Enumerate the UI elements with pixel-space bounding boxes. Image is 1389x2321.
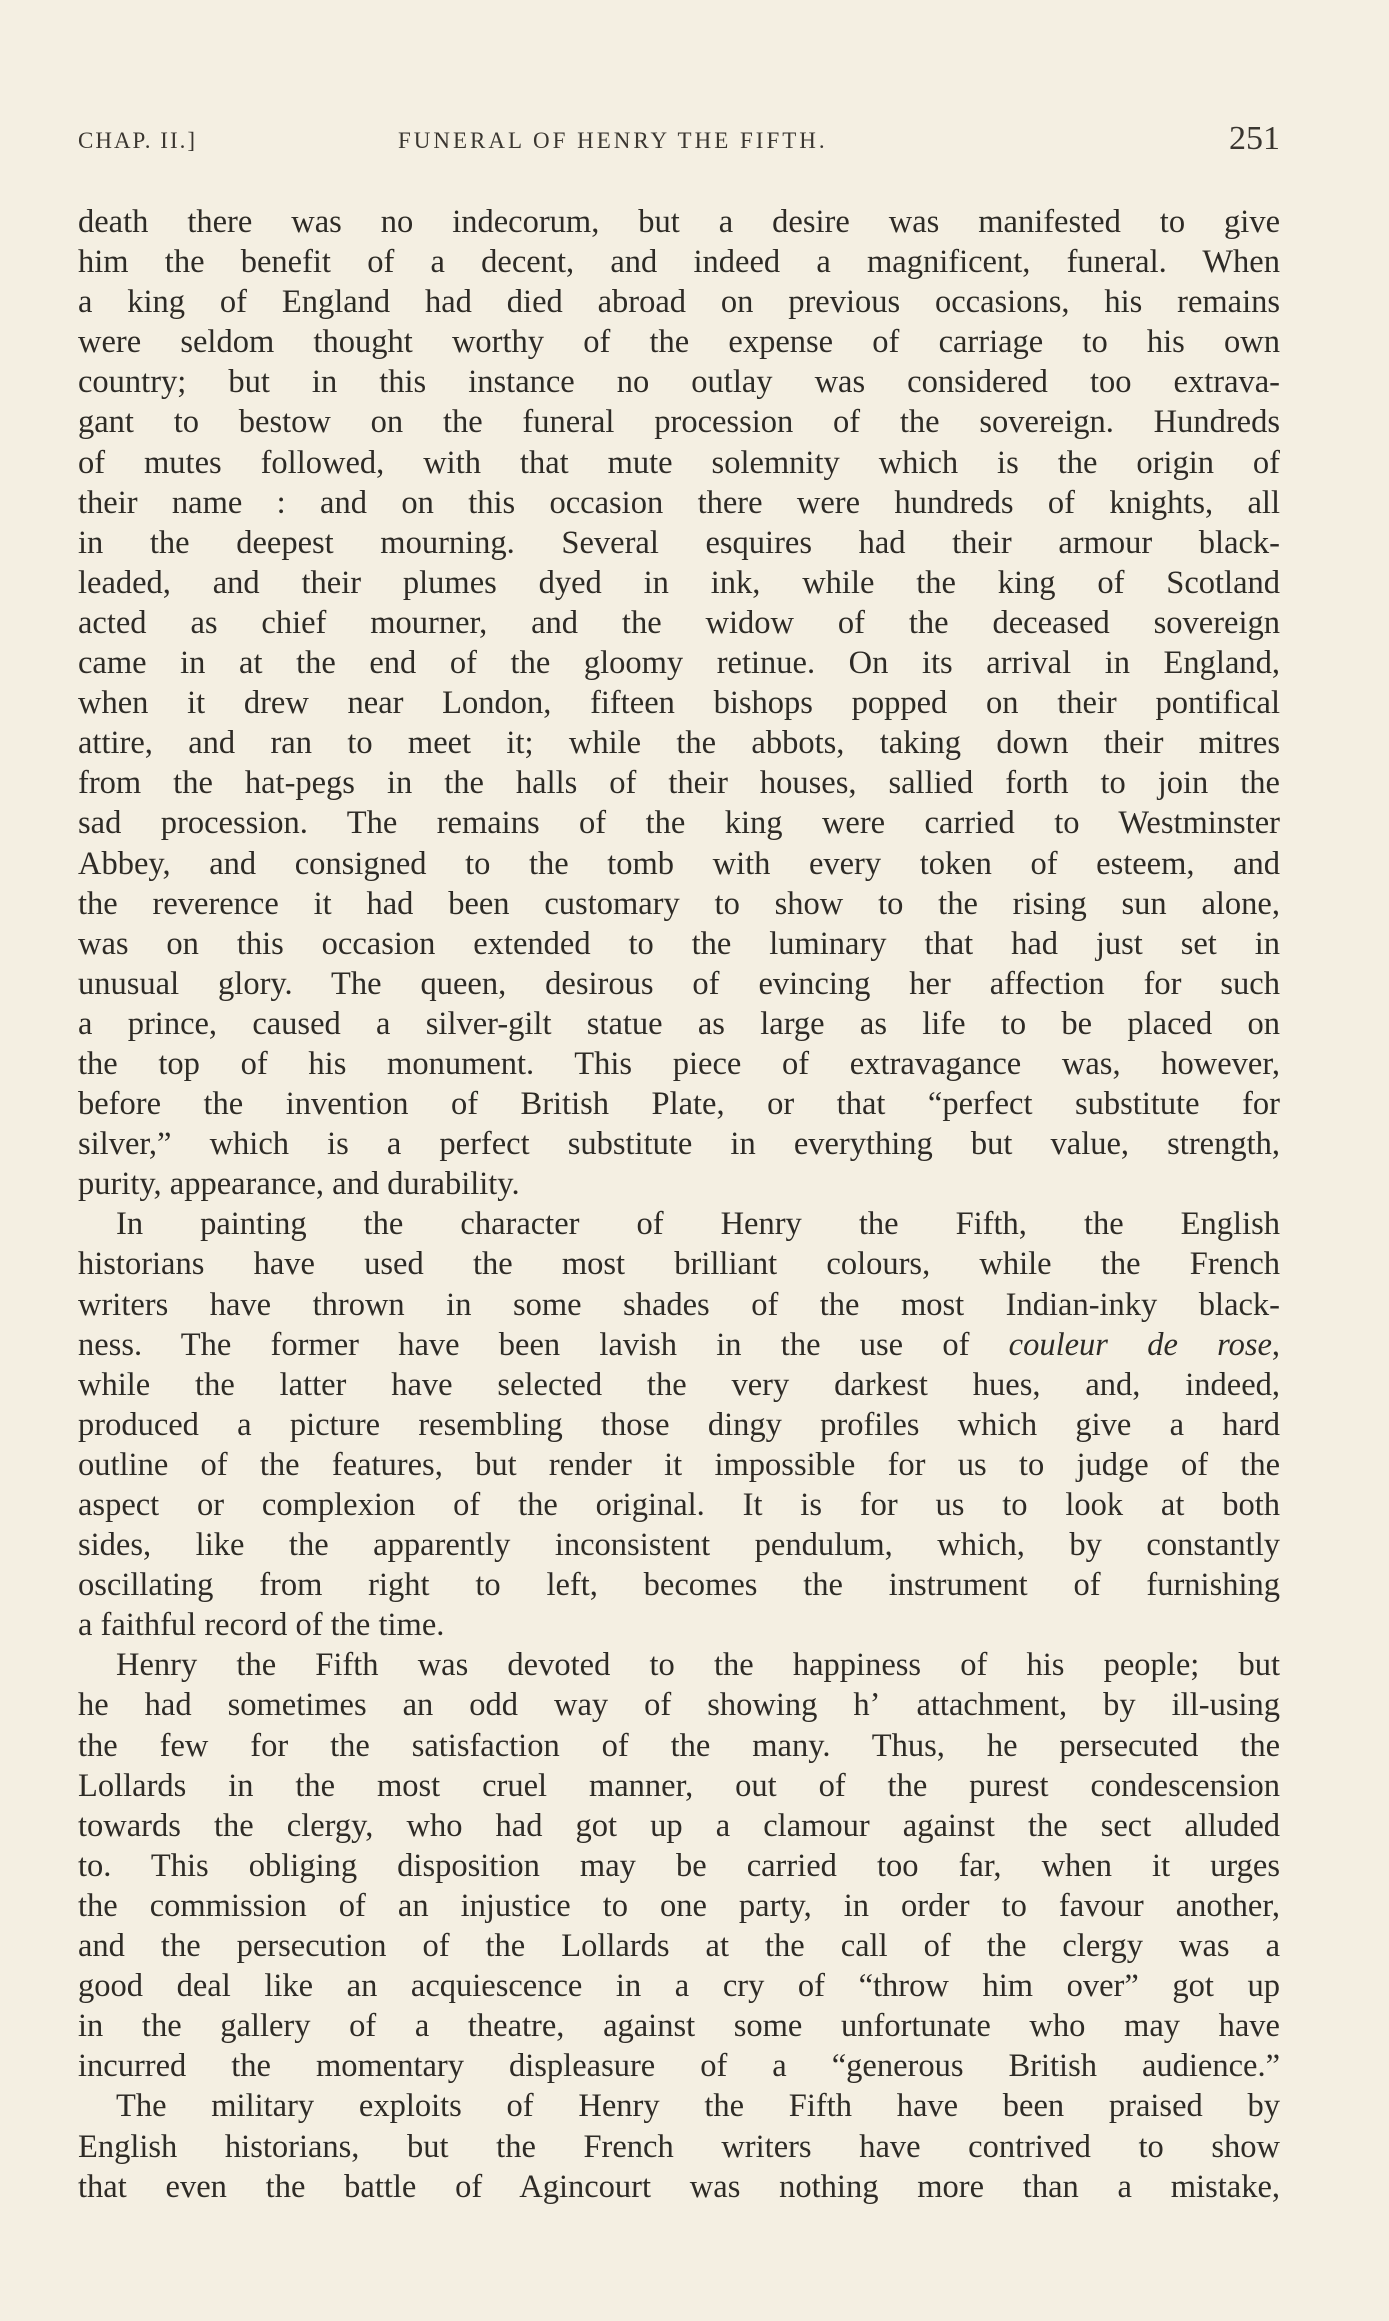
page-number: 251	[1229, 120, 1280, 157]
text-line: towards the clergy, who had got up a clamour against the sect alluded	[78, 1807, 1280, 1844]
text-line: the commission of an injustice to one party, in order to favour another,	[78, 1887, 1280, 1924]
text-line: a prince, caused a silver-gilt statue as large as life to be placed on	[78, 1005, 1280, 1042]
text-line: him the benefit of a decent, and indeed a magnificent, funeral. When	[78, 244, 1280, 281]
text-line: to. This obliging disposition may be carried too far, when it urges	[78, 1847, 1280, 1884]
text-line: came in at the end of the gloomy retinue. On its arrival in England,	[78, 645, 1280, 682]
chapter-label: CHAP. II.]	[78, 128, 198, 153]
text-line: The military exploits of Henry the Fifth have been praised by	[116, 2088, 1280, 2125]
text-line: Lollards in the most cruel manner, out of the purest condescension	[78, 1767, 1280, 1804]
text-line: aspect or complexion of the original. It is for us to look at both	[78, 1487, 1280, 1523]
text-line: Henry the Fifth was devoted to the happiness of his people; but	[116, 1647, 1280, 1684]
text-line: produced a picture resembling those dingy profiles which give a hard	[78, 1406, 1280, 1443]
text-line: outline of the features, but render it impossible for us to judge of the	[78, 1446, 1280, 1483]
text-line: silver,” which is a perfect substitute in everything but value, strength,	[78, 1126, 1280, 1163]
text-line: writers have thrown in some shades of the most Indian-inky black-	[78, 1286, 1280, 1323]
text-line: leaded, and their plumes dyed in ink, while the king of Scotland	[78, 564, 1280, 601]
text-line: acted as chief mourner, and the widow of the deceased sovereign	[78, 604, 1280, 641]
text-line: were seldom thought worthy of the expense of carriage to his own	[78, 324, 1280, 361]
text-line: in the gallery of a theatre, against some unfortunate who may have	[78, 2008, 1280, 2045]
body-text	[78, 202, 1280, 2207]
text-line: he had sometimes an odd way of showing hʼ attachment, by ill-using	[78, 1687, 1280, 1724]
running-title: FUNERAL OF HENRY THE FIFTH.	[398, 128, 828, 153]
text-line: was on this occasion extended to the luminary that had just set in	[78, 925, 1280, 962]
text-line: of mutes followed, with that mute solemnity which is the origin of	[78, 444, 1280, 481]
text-line: purity, appearance, and durability.	[78, 1166, 520, 1203]
text-line: when it drew near London, fifteen bishops popped on their pontifical	[78, 685, 1280, 722]
text-line: in the deepest mourning. Several esquires had their armour black-	[78, 524, 1280, 561]
text-line: English historians, but the French writers have contrived to show	[78, 2128, 1280, 2165]
text-line: death there was no indecorum, but a desire was manifested to give	[78, 204, 1280, 240]
text-line: the few for the satisfaction of the many. Thus, he persecuted the	[78, 1727, 1280, 1764]
italic-phrase: couleur de rose	[1008, 1326, 1272, 1363]
text-line: that even the battle of Agincourt was nothing more than a mistake,	[78, 2168, 1280, 2205]
text-line: the reverence it had been customary to show to the rising sun alone,	[78, 885, 1280, 922]
text-line: and the persecution of the Lollards at the call of the clergy was a	[78, 1928, 1280, 1965]
text-line: good deal like an acquiescence in a cry of “throw him over” got up	[78, 1968, 1280, 2005]
text-line: from the hat-pegs in the halls of their houses, sallied forth to join the	[78, 765, 1280, 802]
text-line: sad procession. The remains of the king were carried to Westminster	[78, 805, 1280, 842]
text-line: their name : and on this occasion there were hundreds of knights, all	[78, 484, 1280, 521]
text-line: gant to bestow on the funeral procession of the sovereign. Hundreds	[78, 404, 1280, 441]
text-line: incurred the momentary displeasure of a “generous British audience.”	[78, 2048, 1280, 2085]
text-line: historians have used the most brilliant colours, while the French	[78, 1246, 1280, 1283]
text-line: before the invention of British Plate, or that “perfect substitute for	[78, 1086, 1280, 1123]
text-line: oscillating from right to left, becomes the instrument of furnishing	[78, 1567, 1280, 1604]
text-line: unusual glory. The queen, desirous of evincing her affection for such	[78, 965, 1280, 1002]
text-line: while the latter have selected the very darkest hues, and, indeed,	[78, 1366, 1280, 1403]
text-line: ness. The former have been lavish in the use of couleur de rose,	[78, 1326, 1281, 1363]
running-head	[78, 120, 1280, 160]
text-line: sides, like the apparently inconsistent pendulum, which, by constantly	[78, 1527, 1280, 1564]
text-line: the top of his monument. This piece of extravagance was, however,	[78, 1045, 1280, 1082]
text-line: attire, and ran to meet it; while the abbots, taking down their mitres	[78, 725, 1280, 762]
text-line: a king of England had died abroad on previous occasions, his remains	[78, 284, 1280, 321]
text-line: country; but in this instance no outlay was considered too extrava-	[78, 364, 1280, 401]
text-line: In painting the character of Henry the Fifth, the English	[116, 1206, 1280, 1243]
text-line: Abbey, and consigned to the tomb with every token of esteem, and	[78, 845, 1280, 882]
text-line: a faithful record of the time.	[78, 1607, 445, 1644]
